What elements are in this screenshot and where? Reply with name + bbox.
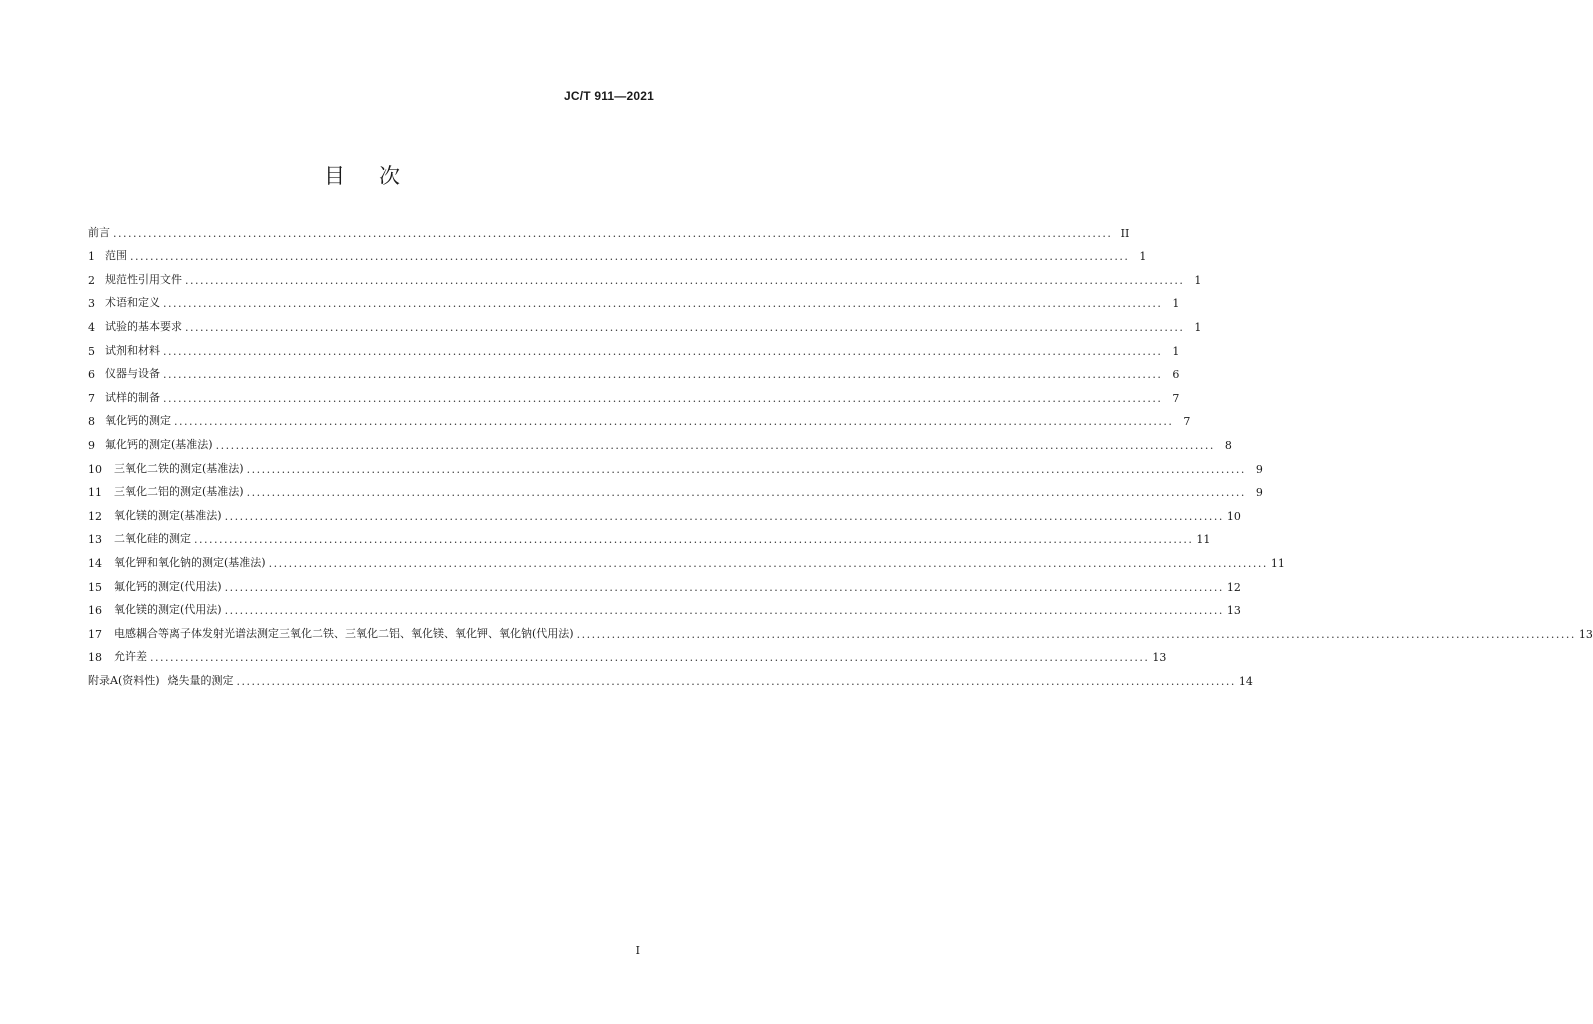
toc-entry-label: 电感耦合等离子体发射光谱法测定三氧化二铁、三氧化二铝、氧化镁、氧化钾、氧化钠(代用法) [114,626,574,640]
toc-entry[interactable] [88,216,1130,240]
toc-entry-number: 4 [88,320,95,334]
toc-entry-label: 氧化钾和氧化钠的测定(基准法) [114,555,266,569]
toc-entry-number: 1 [88,250,95,264]
toc-entry[interactable] [88,405,1191,429]
toc-entry[interactable] [88,499,1241,523]
toc-entry-number: 3 [88,297,95,311]
toc-entry[interactable] [88,310,1202,334]
toc-entry-page: 12 [1226,580,1241,594]
dot-leader: ........................................................................................................................................................................................................ [576,627,1576,641]
toc-entry-page: 11 [1196,533,1211,547]
toc-entry-label: 氧化镁的测定(基准法) [114,508,222,522]
toc-entry-page: 7 [1172,391,1180,405]
dot-leader: ........................................................................................................................................................................................................ [236,674,1236,688]
toc-entry-number: 附录A(资料性) [88,673,160,687]
toc-entry-label: 试样的制备 [105,390,160,404]
toc-entry-label: 二氧化硅的测定 [114,532,191,546]
toc-entry-label: 三氧化二铁的测定(基准法) [114,461,244,475]
toc-entry-label: 术语和定义 [105,296,160,310]
toc-entry-number: 2 [88,273,95,287]
dot-leader: ........................................................................................................................................................................................................ [130,250,1130,264]
standard-code: JC/T 911—2021 [564,89,654,103]
toc-entry-label: 允许差 [114,650,147,664]
toc-entry-label: 规范性引用文件 [105,272,182,286]
dot-leader: ........................................................................................................................................................................................................ [185,273,1185,287]
toc-entry[interactable] [88,240,1147,264]
toc-entry-number: 10 [88,462,102,476]
toc-entry-label: 氧化镁的测定(代用法) [114,603,222,617]
toc-entry-page: 1 [1172,344,1180,358]
toc-entry-number: 15 [88,580,102,594]
dot-leader: ........................................................................................................................................................................................................ [150,651,1150,665]
toc-entry-number: 16 [88,604,102,618]
toc-entry-label: 前言 [88,225,110,239]
toc-entry-number: 7 [88,391,95,405]
toc-entry-number: 8 [88,415,95,429]
toc-entry[interactable] [88,617,1593,641]
toc-entry-label: 范围 [105,249,127,263]
toc-entry[interactable] [88,664,1253,688]
toc-entry-number: 14 [88,556,102,570]
toc-entry[interactable] [88,570,1241,594]
toc-entry-page: 1 [1139,250,1147,264]
toc-entry-page: 1 [1172,297,1180,311]
dot-leader: ........................................................................................................................................................................................................ [268,556,1268,570]
dot-leader: ........................................................................................................................................................................................................ [163,297,1163,311]
toc-entry[interactable] [88,594,1241,618]
toc-entry-label: 试验的基本要求 [105,319,182,333]
toc-entry-page: 1 [1194,320,1202,334]
toc-entry-label: 试剂和材料 [105,343,160,357]
toc-entry-number: 17 [88,627,102,641]
toc-entry-number: 9 [88,438,95,452]
toc-entry-page: 11 [1270,556,1285,570]
toc-entry-page: 9 [1255,462,1263,476]
toc-title: 目次 [324,164,434,188]
toc-entry-label: 烧失量的测定 [167,673,234,687]
toc-entry-number: 6 [88,368,95,382]
toc-entry[interactable] [88,523,1211,547]
toc-entry-page: 13 [1226,604,1241,618]
toc-entry-label: 三氧化二铝的测定(基准法) [114,485,244,499]
dot-leader: ........................................................................................................................................................................................................ [215,438,1215,452]
toc-entry-number: 18 [88,651,102,665]
toc-entry[interactable] [88,476,1263,500]
dot-leader: ........................................................................................................................................................................................................ [246,486,1246,500]
toc-entry-label: 仪器与设备 [105,367,160,381]
toc-entry-number: 12 [88,509,102,523]
toc-entry[interactable] [88,428,1232,452]
dot-leader: ........................................................................................................................................................................................................ [224,604,1224,618]
dot-leader: ........................................................................................................................................................................................................ [174,415,1174,429]
toc-entry[interactable] [88,452,1263,476]
toc-entry-page: 14 [1238,674,1253,688]
toc-entry-page: 1 [1194,273,1202,287]
toc-entry-label: 氧化钙的测定 [105,414,171,428]
toc-entry[interactable] [88,358,1180,382]
toc-entry-label: 氟化钙的测定(代用法) [114,579,222,593]
toc-entry-page: 6 [1172,368,1180,382]
toc-entry-page: II [1120,226,1130,240]
toc-entry-page: 13 [1578,627,1593,641]
toc-entry[interactable] [88,334,1180,358]
toc-entry[interactable] [88,263,1202,287]
toc-entry-page: 13 [1152,651,1167,665]
toc-entry[interactable] [88,287,1180,311]
dot-leader: ........................................................................................................................................................................................................ [194,533,1194,547]
dot-leader: ........................................................................................................................................................................................................ [224,509,1224,523]
dot-leader: ........................................................................................................................................................................................................ [163,368,1163,382]
toc-entry-label: 氟化钙的测定(基准法) [105,437,213,451]
toc-entry[interactable] [88,641,1167,665]
toc-entry-page: 10 [1226,509,1241,523]
toc-entry[interactable] [88,381,1180,405]
dot-leader: ........................................................................................................................................................................................................ [224,580,1224,594]
toc-entry-page: 8 [1224,438,1232,452]
toc-entry-number: 5 [88,344,95,358]
dot-leader: ........................................................................................................................................................................................................ [185,320,1185,334]
dot-leader: ........................................................................................................................................................................................................ [163,344,1163,358]
dot-leader: ........................................................................................................................................................................................................ [163,391,1163,405]
page-number: I [635,944,640,957]
toc-entry-number: 11 [88,486,102,500]
toc-entry-page: 9 [1255,486,1263,500]
dot-leader: ........................................................................................................................................................................................................ [246,462,1246,476]
toc-entry[interactable] [88,546,1285,570]
toc-entry-page: 7 [1183,415,1191,429]
toc-entry-number: 13 [88,533,102,547]
table-of-contents [88,216,1593,688]
dot-leader: ........................................................................................................................................................................................................ [113,226,1113,240]
